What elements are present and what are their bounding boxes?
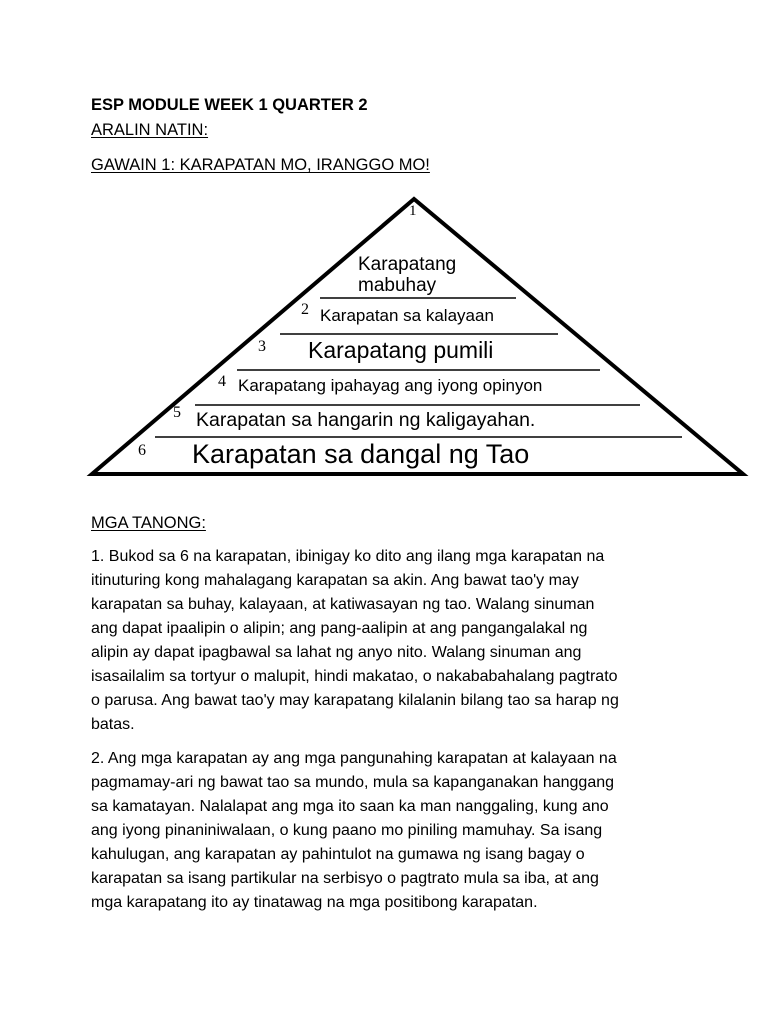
paragraph-line: alipin ay dapat ipagbawal sa lahat ng anyo nito. Walang sinuman ang	[91, 644, 582, 661]
pyramid-level-number: 5	[173, 404, 181, 421]
pyramid-level-label: Karapatang ipahayag ang iyong opinyon	[238, 376, 543, 395]
activity-heading: GAWAIN 1: KARAPATAN MO, IRANGGO MO!	[91, 156, 430, 174]
pyramid-level-label: Karapatan sa dangal ng Tao	[192, 439, 530, 469]
pyramid-level-label: Karapatan sa hangarin ng kaligayahan.	[196, 409, 536, 431]
pyramid-level-number: 3	[258, 338, 266, 355]
answer-paragraph-1	[91, 545, 691, 737]
lesson-heading: ARALIN NATIN:	[91, 121, 209, 139]
pyramid-level-label: Karapatang pumili	[308, 337, 494, 363]
paragraph-line: pagmamay-ari ng bawat tao sa mundo, mula sa kapanganakan hanggang	[91, 774, 615, 791]
pyramid-level-number: 6	[138, 442, 146, 459]
paragraph-line: batas.	[91, 716, 135, 733]
paragraph-line: 1. Bukod sa 6 na karapatan, ibinigay ko dito ang ilang mga karapatan na	[91, 548, 605, 565]
paragraph-line: 2. Ang mga karapatan ay ang mga pangunahing karapatan at kalayaan na	[91, 750, 617, 767]
paragraph-line: ang dapat ipaalipin o alipin; ang pang-aalipin at ang pangangalakal ng	[91, 620, 588, 637]
paragraph-line: karapatan sa buhay, kalayaan, at katiwasayan ng tao. Walang sinuman	[91, 596, 595, 613]
pyramid-level-label: Karapatang mabuhay	[358, 254, 457, 296]
pyramid-level-number: 2	[301, 301, 309, 318]
answer-paragraph-2	[91, 747, 691, 915]
paragraph-line: itinuturing kong mahalagang karapatan sa akin. Ang bawat tao'y may	[91, 572, 579, 589]
pyramid-level-number: 4	[218, 373, 226, 390]
module-title: ESP MODULE WEEK 1 QUARTER 2	[91, 96, 368, 114]
paragraph-line: o parusa. Ang bawat tao'y may karapatang kilalanin bilang tao sa harap ng	[91, 692, 619, 709]
paragraph-line: kahulugan, ang karapatan ay pahintulot na gumawa ng isang bagay o	[91, 846, 585, 863]
paragraph-line: sa kamatayan. Nalalapat ang mga ito saan ka man nanggaling, kung ano	[91, 798, 609, 815]
pyramid-level-number: 1	[409, 203, 417, 219]
pyramid-level-label: Karapatan sa kalayaan	[320, 306, 494, 325]
paragraph-line: karapatan sa isang partikular na serbisyo o pagtrato mula sa iba, at ang	[91, 870, 599, 887]
questions-heading: MGA TANONG:	[91, 514, 206, 532]
paragraph-line: ang iyong pinaniniwalaan, o kung paano mo piniling mamuhay. Sa isang	[91, 822, 603, 839]
paragraph-line: isasailalim sa tortyur o malupit, hindi makatao, o nakababahalang pagtrato	[91, 668, 618, 685]
paragraph-line: mga karapatang ito ay tinatawag na mga positibong karapatan.	[91, 894, 538, 911]
